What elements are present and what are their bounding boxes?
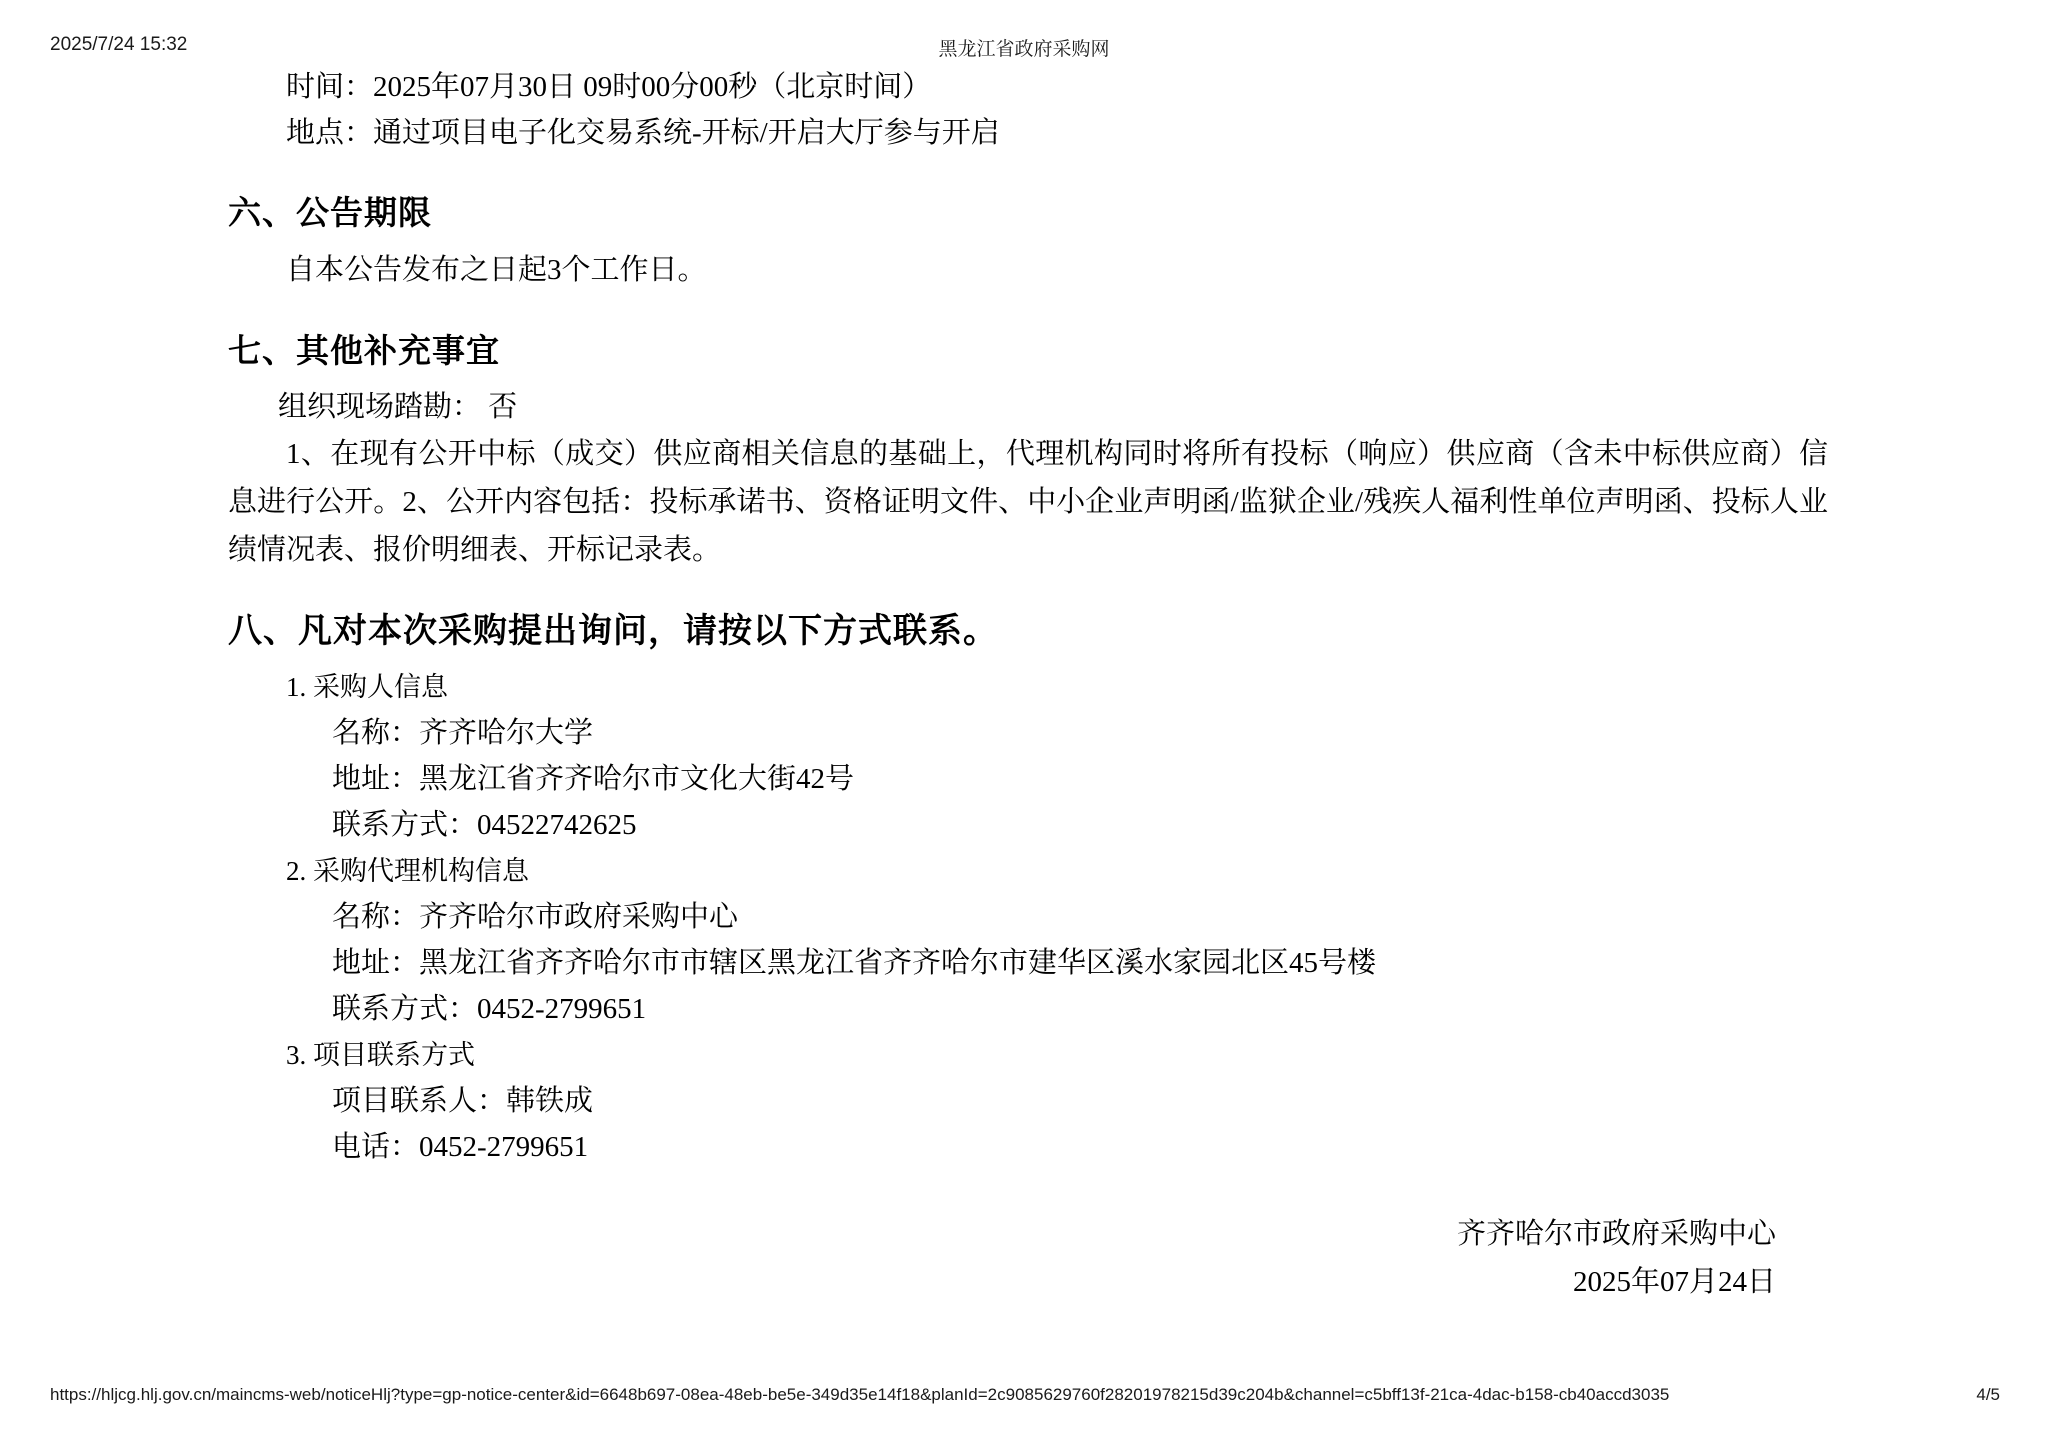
purchaser-info-heading: 1. 采购人信息 bbox=[286, 672, 448, 702]
project-contact-person: 项目联系人：韩铁成 bbox=[332, 1085, 594, 1117]
agency-name: 名称：齐齐哈尔市政府采购中心 bbox=[332, 901, 739, 933]
section-eight-title: 八、凡对本次采购提出询问，请按以下方式联系。 bbox=[228, 613, 998, 650]
agency-contact: 联系方式：0452-2799651 bbox=[332, 993, 647, 1025]
print-header bbox=[0, 34, 2048, 58]
print-timestamp: 2025/7/24 15:32 bbox=[50, 34, 188, 55]
source-url: https://hljcg.hlj.gov.cn/maincms-web/noticeHlj?type=gp-notice-center&id=6648b697-08ea-48eb-be5e-349d35e14f18&planId=2c9085629760f28201978215d39c204b&channel=c5bff13f-21ca-4dac-b158-cb40accd3035 bbox=[50, 1385, 1670, 1404]
document-body bbox=[228, 64, 1828, 1306]
signature-org: 齐齐哈尔市政府采购中心 bbox=[1456, 1218, 1776, 1250]
print-footer bbox=[0, 1385, 2048, 1407]
section-six-title: 六、公告期限 bbox=[228, 196, 432, 232]
purchaser-name: 名称：齐齐哈尔大学 bbox=[332, 717, 594, 749]
section-seven-paragraph: 1、在现有公开中标（成交）供应商相关信息的基础上，代理机构同时将所有投标（响应）供应商（含未中标供应商）信息进行公开。2、公开内容包括：投标承诺书、资格证明文件、中小企业声明函/监狱企业/残疾人福利性单位声明函、投标人业绩情况表、报价明细表、开标记录表。 bbox=[228, 438, 1828, 566]
print-site-title: 黑龙江省政府采购网 bbox=[938, 39, 1110, 60]
section-seven-title: 七、其他补充事宜 bbox=[228, 334, 500, 370]
project-contact-phone: 电话：0452-2799651 bbox=[332, 1131, 589, 1163]
site-survey-line: 组织现场踏勘： 否 bbox=[278, 391, 518, 423]
section-six-body: 自本公告发布之日起3个工作日。 bbox=[286, 254, 707, 286]
agency-info-heading: 2. 采购代理机构信息 bbox=[286, 856, 529, 886]
agency-address: 地址：黑龙江省齐齐哈尔市市辖区黑龙江省齐齐哈尔市建华区溪水家园北区45号楼 bbox=[332, 947, 1377, 979]
signature-block bbox=[228, 1210, 1828, 1306]
purchaser-address: 地址：黑龙江省齐齐哈尔市文化大街42号 bbox=[332, 763, 855, 795]
page-number: 4/5 bbox=[1976, 1385, 2000, 1404]
bid-opening-time: 时间：2025年07月30日 09时00分00秒（北京时间） bbox=[286, 71, 932, 103]
purchaser-contact: 联系方式：04522742625 bbox=[332, 809, 637, 841]
signature-date: 2025年07月24日 bbox=[1572, 1266, 1776, 1298]
bid-opening-place: 地点：通过项目电子化交易系统-开标/开启大厅参与开启 bbox=[286, 117, 1000, 149]
project-contact-heading: 3. 项目联系方式 bbox=[286, 1040, 475, 1070]
